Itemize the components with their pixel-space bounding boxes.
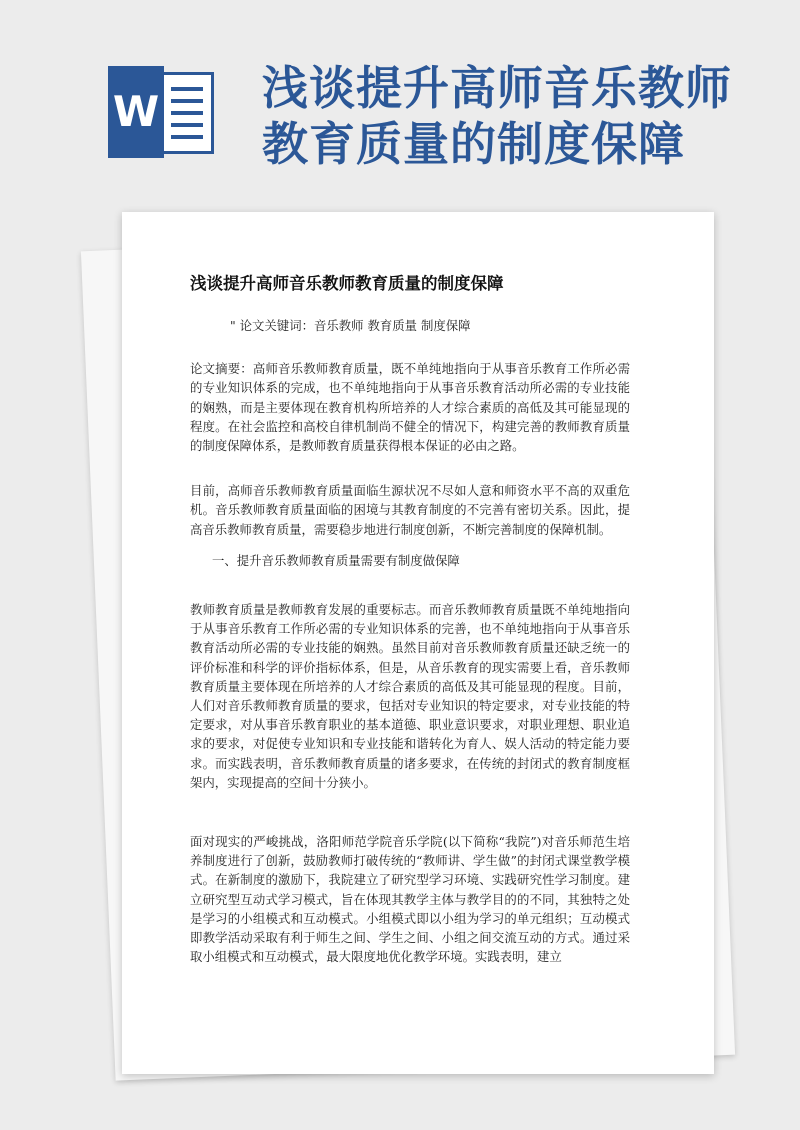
section1-paragraph-2: 面对现实的严峻挑战，洛阳师范学院音乐学院(以下简称“我院”)对音乐师范生培养制度进行了创新，鼓励教师打破传统的“教师讲、学生做”的封闭式课堂教学模式。在新制度的激励下，我院建立了研究型学习环境、实践研究性学习制度。建立研究型互动式学习模式，旨在体现其教学主体与教学目的的不同，其独特之处是学习的小组模式和互动模式。小组模式即以小组为学习的单元组织；互动模式即教学活动采取有利于师生之间、学生之间、小组之间交流互动的方式。通过采取小组模式和互动模式，最大限度地优化教学环境。实践表明，建立 bbox=[190, 834, 630, 965]
section1-paragraph: 教师教育质量是教师教育发展的重要标志。而音乐教师教育质量既不单纯地指向于从事音乐教育工作所必需的专业知识体系的完善，也不单纯地指向于从事音乐教育活动所必需的专业技能的娴熟。虽然目前对音乐教师教育质量还缺乏统一的评价标准和科学的评价指标体系，但是，从音乐教育的现实需要上看，音乐教师教育质量主要体现在所培养的人才综合素质的高低及其可能显现的程度。目前，人们对音乐教师教育质量的要求，包括对专业知识的特定要求，对专业技能的特定要求，对从事音乐教育职业的基本道德、职业意识要求，对职业理想、职业追求的要求，对促使专业知识和专业技能和谐转化为育人、娱人活动的特定能力要求。而实践表明，音乐教师教育质量的诸多要求，在传统的封闭式的教育制度框架内，实现提高的空间十分狭小。 bbox=[190, 602, 630, 790]
document-page[interactable] bbox=[122, 212, 714, 1074]
intro-paragraph: 目前，高师音乐教师教育质量面临生源状况不尽如人意和师资水平不高的双重危机。音乐教师教育质量面临的困境与其教育制度的不完善有密切关系。因此，提高音乐教师教育质量，需要稳步地进行制度创新，不断完善制度的保障机制。 bbox=[190, 483, 630, 537]
document-content bbox=[190, 272, 630, 992]
word-document-icon bbox=[108, 66, 216, 158]
document-title: 浅谈提升高师音乐教师教育质量的制度保障 bbox=[190, 274, 504, 293]
banner bbox=[0, 0, 800, 210]
keywords-line: " 论文关键词：音乐教师 教育质量 制度保障 bbox=[230, 318, 471, 333]
word-w-logo: W bbox=[108, 66, 164, 158]
banner-title bbox=[262, 60, 762, 172]
banner-title-line2: 教育质量的制度保障 bbox=[262, 117, 685, 171]
banner-title-line1: 浅谈提升高师音乐教师 bbox=[262, 61, 732, 115]
section-heading-1: 一、提升音乐教师教育质量需要有制度做保障 bbox=[212, 552, 460, 568]
abstract-paragraph: 论文摘要：高师音乐教师教育质量，既不单纯地指向于从事音乐教育工作所必需的专业知识体系的完成，也不单纯地指向于从事音乐教育活动所必需的专业技能的娴熟，而是主要体现在教育机构所培养的人才综合素质的高低及其可能显现的程度。在社会监控和高校自律机制尚不健全的情况下，构建完善的教师教育质量的制度保障体系，是教师教育质量获得根本保证的必由之路。 bbox=[190, 361, 630, 454]
